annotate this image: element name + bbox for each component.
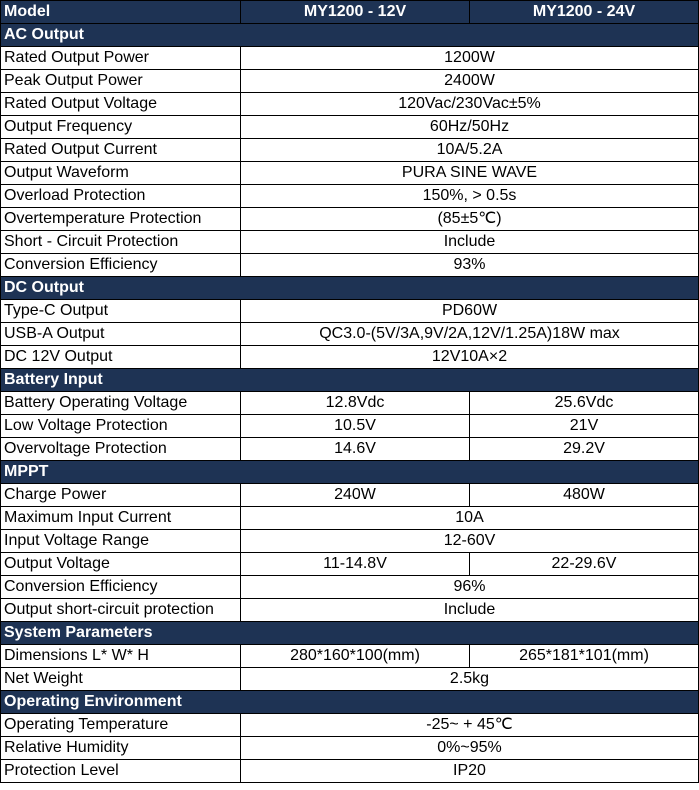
row-value: IP20 (241, 760, 699, 783)
row-value: 60Hz/50Hz (241, 116, 699, 139)
row-value: 96% (241, 576, 699, 599)
row-value: 1200W (241, 47, 699, 70)
row-label: Input Voltage Range (1, 530, 241, 553)
section-ac-output (1, 24, 699, 47)
section-title: Battery Input (1, 369, 699, 392)
row-value: 150%, > 0.5s (241, 185, 699, 208)
table-row (1, 645, 699, 668)
section-operating-environment (1, 691, 699, 714)
row-label: Output Voltage (1, 553, 241, 576)
header-model-12v: MY1200 - 12V (241, 1, 470, 24)
row-value: 2400W (241, 70, 699, 93)
row-value-12v: 11-14.8V (241, 553, 470, 576)
row-label: Peak Output Power (1, 70, 241, 93)
section-system-parameters (1, 622, 699, 645)
row-value-24v: 25.6Vdc (470, 392, 699, 415)
row-label: Operating Temperature (1, 714, 241, 737)
table-row (1, 93, 699, 116)
row-label: Charge Power (1, 484, 241, 507)
row-value-24v: 22-29.6V (470, 553, 699, 576)
row-value: -25~ + 45℃ (241, 714, 699, 737)
table-row (1, 208, 699, 231)
section-dc-output (1, 277, 699, 300)
table-header-row (1, 1, 699, 24)
row-label: Type-C Output (1, 300, 241, 323)
row-label: Short - Circuit Protection (1, 231, 241, 254)
row-value-24v: 265*181*101(mm) (470, 645, 699, 668)
row-label: Rated Output Power (1, 47, 241, 70)
table-row (1, 714, 699, 737)
row-label: Conversion Efficiency (1, 254, 241, 277)
table-row (1, 553, 699, 576)
table-row (1, 484, 699, 507)
table-row (1, 139, 699, 162)
row-value: (85±5℃) (241, 208, 699, 231)
table-row (1, 162, 699, 185)
row-value: QC3.0-(5V/3A,9V/2A,12V/1.25A)18W max (241, 323, 699, 346)
row-label: Output Waveform (1, 162, 241, 185)
table-row (1, 415, 699, 438)
row-label: Output Frequency (1, 116, 241, 139)
section-title: MPPT (1, 461, 699, 484)
row-label: Conversion Efficiency (1, 576, 241, 599)
row-value: 12V10A×2 (241, 346, 699, 369)
row-value: PD60W (241, 300, 699, 323)
table-row (1, 47, 699, 70)
row-label: Protection Level (1, 760, 241, 783)
table-row (1, 300, 699, 323)
section-title: AC Output (1, 24, 699, 47)
row-label: Rated Output Voltage (1, 93, 241, 116)
row-value: PURA SINE WAVE (241, 162, 699, 185)
table-row (1, 392, 699, 415)
table-row (1, 323, 699, 346)
table-row (1, 346, 699, 369)
section-title: System Parameters (1, 622, 699, 645)
row-value-24v: 21V (470, 415, 699, 438)
row-value-12v: 240W (241, 484, 470, 507)
table-row (1, 599, 699, 622)
section-title: DC Output (1, 277, 699, 300)
header-model: Model (1, 1, 241, 24)
row-value-12v: 10.5V (241, 415, 470, 438)
table-row (1, 70, 699, 93)
table-row (1, 185, 699, 208)
row-label: Overload Protection (1, 185, 241, 208)
row-value-12v: 280*160*100(mm) (241, 645, 470, 668)
section-mppt (1, 461, 699, 484)
table-row (1, 530, 699, 553)
row-value: 0%~95% (241, 737, 699, 760)
row-label: USB-A Output (1, 323, 241, 346)
table-row (1, 116, 699, 139)
row-value: 2.5kg (241, 668, 699, 691)
row-value: 93% (241, 254, 699, 277)
table-row (1, 438, 699, 461)
row-value-12v: 14.6V (241, 438, 470, 461)
header-model-24v: MY1200 - 24V (470, 1, 699, 24)
row-value: 12-60V (241, 530, 699, 553)
row-label: Battery Operating Voltage (1, 392, 241, 415)
row-value: Include (241, 231, 699, 254)
row-value: 10A/5.2A (241, 139, 699, 162)
row-label: Net Weight (1, 668, 241, 691)
row-value-24v: 480W (470, 484, 699, 507)
row-value-12v: 12.8Vdc (241, 392, 470, 415)
row-label: Dimensions L* W* H (1, 645, 241, 668)
table-row (1, 254, 699, 277)
row-label: Overvoltage Protection (1, 438, 241, 461)
row-value-24v: 29.2V (470, 438, 699, 461)
row-value: Include (241, 599, 699, 622)
row-value: 10A (241, 507, 699, 530)
table-row (1, 668, 699, 691)
table-row (1, 507, 699, 530)
row-label: Maximum Input Current (1, 507, 241, 530)
table-row (1, 760, 699, 783)
row-label: Overtemperature Protection (1, 208, 241, 231)
table-row (1, 231, 699, 254)
table-row (1, 737, 699, 760)
table-row (1, 576, 699, 599)
row-label: Relative Humidity (1, 737, 241, 760)
section-title: Operating Environment (1, 691, 699, 714)
row-label: DC 12V Output (1, 346, 241, 369)
row-label: Rated Output Current (1, 139, 241, 162)
row-label: Low Voltage Protection (1, 415, 241, 438)
row-label: Output short-circuit protection (1, 599, 241, 622)
section-battery-input (1, 369, 699, 392)
row-value: 120Vac/230Vac±5% (241, 93, 699, 116)
